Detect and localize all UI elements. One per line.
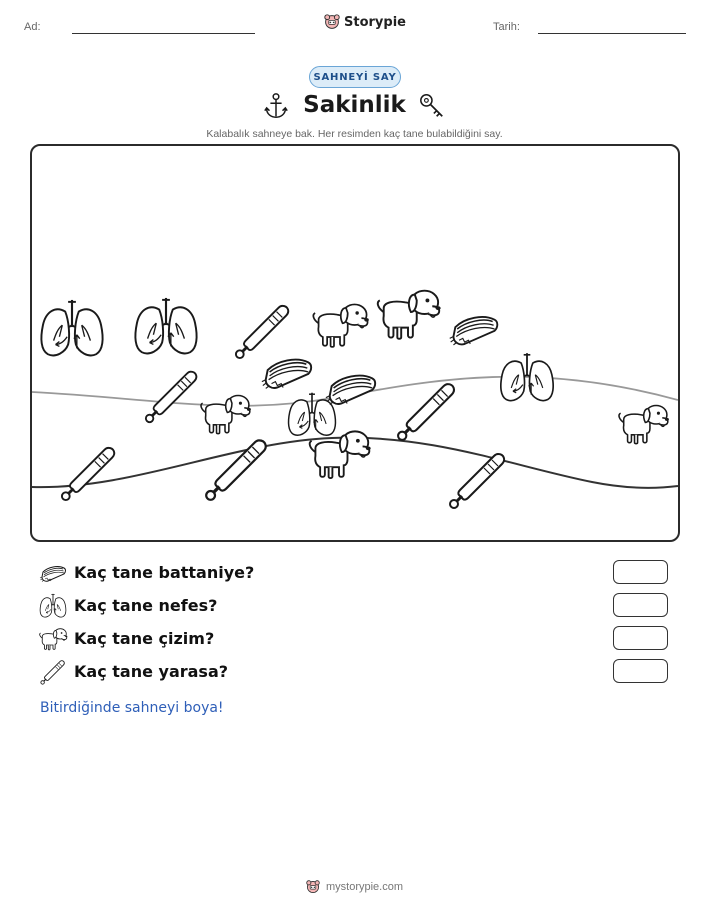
date-label: Tarih: — [493, 21, 520, 33]
footer — [0, 880, 709, 894]
dog-item — [313, 304, 368, 346]
name-label: Ad: — [24, 21, 41, 33]
dog-item — [201, 395, 251, 433]
bat-item — [62, 448, 114, 500]
answer-box-dog[interactable] — [613, 626, 668, 650]
key-icon — [418, 92, 446, 120]
answer-box-bat[interactable] — [613, 659, 668, 683]
page-title: Sakinlik — [303, 92, 406, 118]
blanket-icon — [38, 560, 68, 586]
bat-item — [146, 372, 196, 422]
lungs-item — [135, 298, 196, 353]
question-text: Kaç tane nefes? — [74, 596, 218, 615]
question-row-dog — [38, 626, 678, 652]
name-field[interactable] — [72, 33, 255, 34]
question-text: Kaç tane çizim? — [74, 629, 215, 648]
blanket-item — [450, 317, 498, 345]
bat-item — [206, 440, 265, 499]
question-row-bat — [38, 659, 678, 685]
bat-item — [236, 306, 288, 358]
activity-badge: SAHNEYİ SAY — [309, 66, 401, 88]
question-text: Kaç tane yarasa? — [74, 662, 229, 681]
bat-item — [398, 384, 454, 440]
question-text: Kaç tane battaniye? — [74, 563, 255, 582]
bat-icon — [38, 659, 68, 685]
dog-item — [378, 291, 441, 339]
instructions: Kalabalık sahneye bak. Her resimden kaç tane bulabildiğini say. — [206, 128, 503, 140]
counting-scene[interactable] — [30, 144, 680, 542]
storypie-mascot-icon — [306, 880, 320, 894]
footer-url: mystorypie.com — [325, 881, 404, 893]
dog-icon — [38, 626, 68, 652]
blanket-item — [326, 376, 375, 405]
brand-name: Storypie — [344, 14, 406, 30]
lungs-item — [41, 300, 102, 355]
question-row-blanket — [38, 560, 678, 586]
finish-instruction: Bitirdiğinde sahneyi boya! — [40, 700, 224, 716]
date-field[interactable] — [538, 33, 686, 34]
storypie-mascot-icon — [324, 14, 340, 30]
lungs-icon — [38, 593, 68, 619]
answer-box-lungs[interactable] — [613, 593, 668, 617]
blanket-item — [262, 360, 311, 389]
brand-logo — [324, 14, 406, 30]
question-row-lungs — [38, 593, 678, 619]
bat-item — [450, 454, 504, 508]
answer-box-blanket[interactable] — [613, 560, 668, 584]
scene-canvas — [32, 146, 678, 540]
dog-item — [619, 405, 669, 443]
